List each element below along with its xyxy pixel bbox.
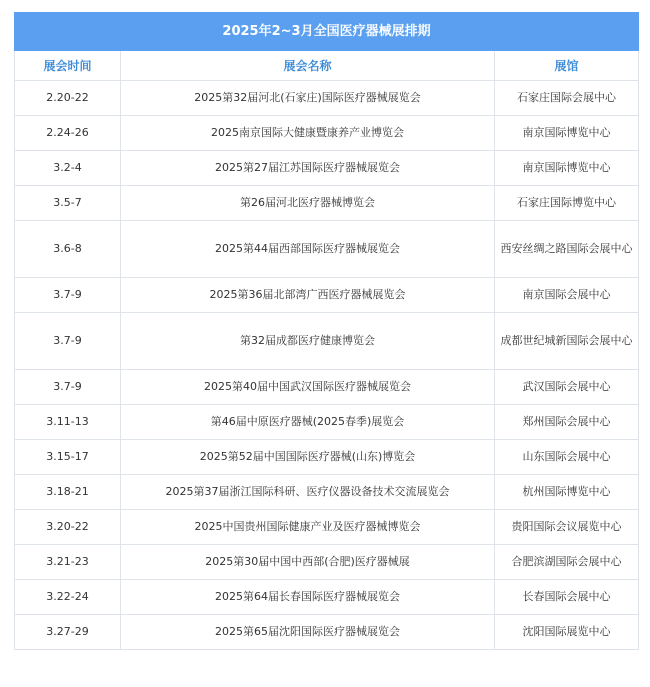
row-date: 2.24-26 — [15, 116, 121, 151]
table-row — [15, 545, 639, 580]
table-title-row — [15, 13, 639, 51]
row-name: 2025中国贵州国际健康产业及医疗器械博览会 — [121, 510, 495, 545]
header-name: 展会名称 — [121, 51, 495, 81]
schedule-table — [14, 12, 639, 650]
row-name: 2025第65届沈阳国际医疗器械展览会 — [121, 615, 495, 650]
row-venue: 贵阳国际会议展览中心 — [495, 510, 639, 545]
row-name: 2025第36届北部湾广西医疗器械展览会 — [121, 278, 495, 313]
row-date: 3.20-22 — [15, 510, 121, 545]
row-venue: 杭州国际博览中心 — [495, 475, 639, 510]
row-date: 3.22-24 — [15, 580, 121, 615]
row-name: 2025第27届江苏国际医疗器械展览会 — [121, 151, 495, 186]
row-venue: 南京国际博览中心 — [495, 116, 639, 151]
table-row — [15, 580, 639, 615]
table-title: 2025年2~3月全国医疗器械展排期 — [15, 13, 639, 51]
row-date: 3.15-17 — [15, 440, 121, 475]
row-name: 2025第64届长春国际医疗器械展览会 — [121, 580, 495, 615]
header-venue: 展馆 — [495, 51, 639, 81]
row-date: 3.21-23 — [15, 545, 121, 580]
row-date: 3.11-13 — [15, 405, 121, 440]
row-venue: 长春国际会展中心 — [495, 580, 639, 615]
row-date: 3.7-9 — [15, 313, 121, 370]
row-name: 2025第37届浙江国际科研、医疗仪器设备技术交流展览会 — [121, 475, 495, 510]
table-row — [15, 405, 639, 440]
row-venue: 武汉国际会展中心 — [495, 370, 639, 405]
row-venue: 沈阳国际展览中心 — [495, 615, 639, 650]
row-venue: 成都世纪城新国际会展中心 — [495, 313, 639, 370]
row-date: 3.7-9 — [15, 370, 121, 405]
table-row — [15, 313, 639, 370]
table-row — [15, 186, 639, 221]
table-row — [15, 510, 639, 545]
row-venue: 西安丝绸之路国际会展中心 — [495, 221, 639, 278]
row-name: 第32届成都医疗健康博览会 — [121, 313, 495, 370]
row-venue: 合肥滨湖国际会展中心 — [495, 545, 639, 580]
row-date: 3.18-21 — [15, 475, 121, 510]
row-name: 2025第40届中国武汉国际医疗器械展览会 — [121, 370, 495, 405]
table-row — [15, 221, 639, 278]
row-name: 第46届中原医疗器械(2025春季)展览会 — [121, 405, 495, 440]
row-date: 3.5-7 — [15, 186, 121, 221]
row-name: 2025南京国际大健康暨康养产业博览会 — [121, 116, 495, 151]
table-row — [15, 151, 639, 186]
row-venue: 郑州国际会展中心 — [495, 405, 639, 440]
row-name: 2025第52届中国国际医疗器械(山东)博览会 — [121, 440, 495, 475]
table-row — [15, 278, 639, 313]
table-row — [15, 615, 639, 650]
table-row — [15, 440, 639, 475]
table-row — [15, 475, 639, 510]
row-venue: 石家庄国际博览中心 — [495, 186, 639, 221]
table-row — [15, 116, 639, 151]
table-row — [15, 81, 639, 116]
row-name: 2025第30届中国中西部(合肥)医疗器械展 — [121, 545, 495, 580]
row-name: 2025第32届河北(石家庄)国际医疗器械展览会 — [121, 81, 495, 116]
row-date: 3.2-4 — [15, 151, 121, 186]
row-date: 2.20-22 — [15, 81, 121, 116]
table-header-row — [15, 51, 639, 81]
row-date: 3.7-9 — [15, 278, 121, 313]
row-name: 第26届河北医疗器械博览会 — [121, 186, 495, 221]
row-venue: 山东国际会展中心 — [495, 440, 639, 475]
header-date: 展会时间 — [15, 51, 121, 81]
row-venue: 石家庄国际会展中心 — [495, 81, 639, 116]
table-row — [15, 370, 639, 405]
row-date: 3.6-8 — [15, 221, 121, 278]
row-name: 2025第44届西部国际医疗器械展览会 — [121, 221, 495, 278]
exhibition-schedule — [14, 12, 638, 650]
row-venue: 南京国际会展中心 — [495, 278, 639, 313]
row-date: 3.27-29 — [15, 615, 121, 650]
row-venue: 南京国际博览中心 — [495, 151, 639, 186]
